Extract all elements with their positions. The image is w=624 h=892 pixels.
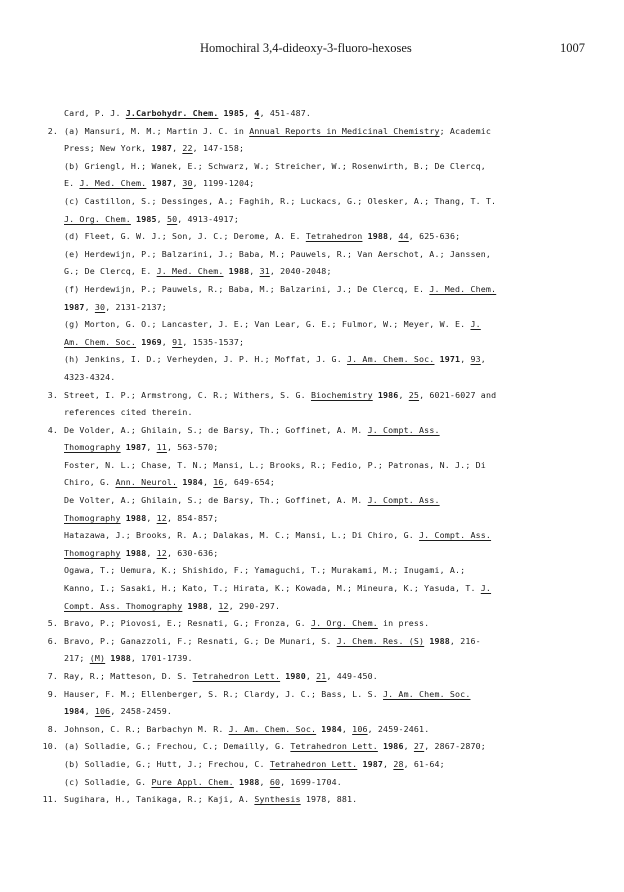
reference-number: 9. <box>47 688 58 699</box>
reference-line <box>36 598 596 616</box>
citation-text: , <box>398 389 409 400</box>
citation-text: , 61-64; <box>403 758 445 769</box>
reference-text <box>64 105 311 123</box>
reference-line <box>36 246 596 264</box>
reference-line <box>36 439 596 457</box>
citation-text: (e) Herdewijn, P.; Balzarini, J.; Baba, M.; Pauwels, R.; Van Aerschot, A.; Janssen, <box>64 248 492 259</box>
citation-year: 1984 <box>64 706 85 717</box>
journal-citation: 93 <box>470 354 481 365</box>
journal-citation: (M) <box>89 653 106 664</box>
citation-text: , 2131-2137; <box>105 301 167 312</box>
citation-text: (h) Jenkins, I. D.; Verheyden, J. P. H.; Moffat, J. G. <box>64 354 347 365</box>
citation-year: 1988 <box>367 231 389 242</box>
journal-citation: J. <box>480 583 492 594</box>
citation-text: Ray, R.; Matteson, D. S. <box>64 671 193 681</box>
journal-citation: Compt. Ass. Thomography <box>64 600 183 611</box>
reference-text <box>64 703 172 721</box>
reference-text <box>64 316 481 334</box>
citation-text: 1978, 881. <box>300 794 358 805</box>
citation-year: 1980 <box>285 671 306 681</box>
reference-line <box>36 387 596 405</box>
citation-text: , 2040-2048; <box>269 266 332 277</box>
citation-text: , 147-158; <box>192 143 245 154</box>
reference-number: 3. <box>47 389 58 400</box>
reference-line <box>36 650 596 668</box>
reference-text <box>64 492 440 510</box>
reference-text <box>64 387 496 405</box>
journal-citation: 30 <box>94 301 106 312</box>
reference-number: 6. <box>47 635 58 646</box>
reference-text <box>64 527 491 545</box>
reference-text <box>64 334 244 352</box>
journal-citation: 31 <box>259 266 270 277</box>
citation-text: , 449-450. <box>326 671 378 681</box>
reference-line <box>36 316 596 334</box>
reference-text <box>64 175 254 193</box>
citation-text: , <box>244 108 255 118</box>
reference-text <box>64 686 470 704</box>
citation-year: 1985 <box>223 108 245 118</box>
citation-text: ; Academic <box>439 125 492 136</box>
journal-citation: J. Org. Chem. <box>64 213 131 224</box>
citation-text: E. <box>64 178 80 189</box>
reference-line <box>36 369 596 387</box>
reference-line <box>36 721 596 739</box>
journal-citation: 91 <box>172 336 183 347</box>
reference-text <box>64 404 193 422</box>
journal-citation: Ann. Neurol. <box>115 477 178 488</box>
citation-text: (a) Mansuri, M. M.; Martin J. C. in <box>64 125 250 136</box>
reference-text <box>64 650 193 668</box>
reference-text <box>64 158 486 176</box>
running-title: Homochiral 3,4-dideoxy-3-fluoro-hexoses <box>200 41 412 55</box>
journal-citation: 12 <box>156 547 167 558</box>
citation-text: , 290-297. <box>228 600 281 611</box>
citation-text: , <box>161 336 173 347</box>
citation-year: 1987 <box>362 758 384 769</box>
journal-citation: Tetrahedron Lett. <box>290 741 378 752</box>
reference-line <box>36 351 596 369</box>
citation-year: 1988 <box>125 512 147 523</box>
reference-text <box>64 123 491 141</box>
journal-citation: 22 <box>182 143 193 154</box>
reference-line <box>36 527 596 545</box>
citation-text: , <box>403 741 414 752</box>
citation-text: , <box>172 178 183 189</box>
reference-line <box>36 404 596 422</box>
citation-text: , <box>341 723 353 734</box>
citation-text: , 216- <box>449 635 481 646</box>
reference-line <box>36 738 596 756</box>
reference-line <box>36 633 596 651</box>
journal-citation: J. Compt. Ass. <box>367 495 440 506</box>
reference-line <box>36 334 596 352</box>
citation-year: 1984 <box>321 723 342 734</box>
citation-text: , <box>202 477 214 488</box>
citation-text: , 1699-1704. <box>280 776 342 787</box>
reference-text <box>64 140 244 158</box>
journal-citation: J. Org. Chem. <box>310 618 378 629</box>
journal-citation: 50 <box>166 213 178 224</box>
journal-citation: J. Compt. Ass. <box>367 424 440 435</box>
citation-text: (b) Solladie, G.; Hutt, J.; Frechou, C. <box>64 758 270 769</box>
citation-year: 1988 <box>125 547 147 558</box>
reference-line <box>36 580 596 598</box>
citation-year: 1984 <box>182 477 203 488</box>
reference-text <box>64 299 167 317</box>
citation-text: Hatazawa, J.; Brooks, R. A.; Dalakas, M. C.; Mansi, L.; Di Chiro, G. <box>64 530 420 541</box>
journal-citation: J. Compt. Ass. <box>419 530 492 541</box>
citation-text: , 625-636; <box>408 231 461 242</box>
citation-text: (d) Fleet, G. W. J.; Son, J. C.; Derome, A. E. <box>64 231 306 242</box>
reference-line <box>36 492 596 510</box>
journal-citation: 4 <box>254 108 260 118</box>
citation-text: Ogawa, T.; Uemura, K.; Shishido, F.; Yamaguchi, T.; Murakami, M.; Inugami, A.; <box>64 565 466 576</box>
citation-text: Press; New York, <box>64 143 152 154</box>
citation-text: Street, I. P.; Armstrong, C. R.; Withers, S. G. <box>64 389 311 400</box>
journal-citation: 11 <box>156 442 167 453</box>
reference-number: 8. <box>47 723 58 734</box>
reference-text <box>64 439 218 457</box>
reference-line <box>36 158 596 176</box>
reference-line <box>36 668 596 686</box>
citation-text: 4323-4324. <box>64 371 116 382</box>
reference-text <box>64 351 486 369</box>
citation-text: Sugihara, H., Tanikaga, R.; Kaji, A. <box>64 794 255 805</box>
citation-text: , <box>259 776 270 787</box>
citation-year: 1987 <box>64 301 85 312</box>
reference-line <box>36 686 596 704</box>
journal-citation: 44 <box>398 231 409 242</box>
reference-list <box>36 105 596 809</box>
journal-citation: Biochemistry <box>310 389 373 400</box>
journal-citation: 106 <box>352 723 368 734</box>
citation-year: 1988 <box>110 653 131 664</box>
citation-text: , <box>172 143 183 154</box>
journal-citation: Thomography <box>64 512 121 523</box>
journal-citation: J.Carbohydr. Chem. <box>125 108 219 118</box>
journal-citation: J. Chem. Res. (S) <box>336 635 425 646</box>
reference-line <box>36 175 596 193</box>
citation-text: 217; <box>64 653 90 664</box>
journal-citation: 106 <box>94 706 111 717</box>
reference-line <box>36 510 596 528</box>
journal-citation: J. Med. Chem. <box>156 266 224 277</box>
page-number: 1007 <box>560 41 585 55</box>
reference-text <box>64 457 486 475</box>
citation-text: , 649-654; <box>223 477 275 488</box>
reference-number: 4. <box>47 424 58 435</box>
reference-line <box>36 774 596 792</box>
journal-citation: Synthesis <box>254 794 301 805</box>
journal-citation: J. Med. Chem. <box>79 178 147 189</box>
citation-text: , <box>460 354 471 365</box>
reference-line <box>36 562 596 580</box>
citation-text: , 2458-2459. <box>110 706 173 717</box>
journal-citation: Thomography <box>64 547 121 558</box>
citation-text: (c) Solladie, G. <box>64 776 152 787</box>
reference-number: 10. <box>42 741 58 752</box>
reference-text <box>64 668 378 686</box>
journal-citation: 12 <box>156 512 167 523</box>
citation-year: 1988 <box>429 635 450 646</box>
journal-citation: 12 <box>218 600 229 611</box>
reference-number: 2. <box>47 125 58 136</box>
journal-citation: 21 <box>316 671 327 681</box>
journal-citation: Tetrahedron <box>305 231 363 242</box>
journal-citation: J. <box>470 319 481 330</box>
reference-text <box>64 422 440 440</box>
citation-text: , <box>84 706 95 717</box>
reference-line <box>36 756 596 774</box>
running-header <box>0 41 624 57</box>
reference-line <box>36 123 596 141</box>
citation-year: 1985 <box>136 213 157 224</box>
reference-line <box>36 263 596 281</box>
journal-citation: 16 <box>213 477 224 488</box>
citation-text: Card, P. J. <box>64 108 126 118</box>
reference-text <box>64 281 496 299</box>
reference-line <box>36 193 596 211</box>
citation-year: 1987 <box>151 143 173 154</box>
reference-line <box>36 545 596 563</box>
citation-text: (c) Castillon, S.; Dessinges, A.; Faghih, R.; Luckacs, G.; Olesker, A.; Thang, T. T. <box>64 195 497 206</box>
citation-text: , 451-487. <box>259 108 312 118</box>
journal-citation: J. Am. Chem. Soc. <box>346 354 435 365</box>
reference-line <box>36 140 596 158</box>
citation-text: G.; De Clercq, E. <box>64 266 157 277</box>
reference-text <box>64 562 465 580</box>
journal-citation: Tetrahedron Lett. <box>269 758 358 769</box>
journal-citation: Annual Reports in Medicinal Chemistry <box>249 125 440 136</box>
citation-text: , <box>84 301 95 312</box>
reference-text <box>64 193 496 211</box>
citation-year: 1988 <box>228 266 250 277</box>
reference-text <box>64 263 332 281</box>
citation-text: , 630-636; <box>166 547 219 558</box>
journal-citation: 30 <box>182 178 193 189</box>
journal-citation: 25 <box>408 389 420 400</box>
reference-line <box>36 703 596 721</box>
reference-text <box>64 510 218 528</box>
citation-year: 1988 <box>238 776 260 787</box>
citation-year: 1986 <box>377 389 399 400</box>
citation-year: 1971 <box>439 354 461 365</box>
reference-line <box>36 615 596 633</box>
citation-text: Kanno, I.; Sasaki, H.; Kato, T.; Hirata, K.; Kowada, M.; Mineura, K.; Yasuda, T. <box>64 583 481 594</box>
reference-text <box>64 721 429 739</box>
reference-text <box>64 545 218 563</box>
reference-line <box>36 105 596 123</box>
journal-citation: Am. Chem. Soc. <box>64 336 137 347</box>
journal-citation: 28 <box>393 758 404 769</box>
citation-text: , 2867-2870; <box>424 741 486 752</box>
citation-text: , 563-570; <box>166 442 219 453</box>
reference-text <box>64 211 239 229</box>
reference-number: 7. <box>47 671 58 681</box>
citation-text: , <box>146 512 157 523</box>
reference-number: 5. <box>47 618 58 629</box>
reference-line <box>36 281 596 299</box>
reference-text <box>64 774 342 792</box>
reference-line <box>36 299 596 317</box>
citation-year: 1988 <box>187 600 209 611</box>
journal-citation: 60 <box>269 776 281 787</box>
citation-text: , 6021-6027 and <box>419 389 497 400</box>
reference-text <box>64 228 460 246</box>
reference-text <box>64 246 491 264</box>
citation-text: , <box>156 213 167 224</box>
citation-text: , <box>249 266 260 277</box>
citation-year: 1969 <box>141 336 162 347</box>
citation-year: 1987 <box>151 178 173 189</box>
citation-text: , 1535-1537; <box>182 336 245 347</box>
citation-text: , 854-857; <box>166 512 219 523</box>
reference-text <box>64 615 429 633</box>
citation-year: 1987 <box>125 442 147 453</box>
citation-text: , <box>208 600 219 611</box>
citation-text: , 2459-2461. <box>367 723 430 734</box>
reference-text <box>64 756 445 774</box>
citation-text: Hauser, F. M.; Ellenberger, S. R.; Clardy, J. C.; Bass, L. S. <box>64 688 383 699</box>
citation-text: , 1199-1204; <box>192 178 255 189</box>
citation-text: Chiro, G. <box>64 477 116 488</box>
citation-text: , <box>305 671 317 681</box>
reference-line <box>36 422 596 440</box>
reference-text <box>64 633 481 651</box>
citation-text: De Volter, A.; Ghilain, S.; de Barsy, Th.; Goffinet, A. M. <box>64 495 368 506</box>
citation-text: in press. <box>377 618 430 629</box>
reference-line <box>36 791 596 809</box>
citation-text: , <box>383 758 394 769</box>
reference-text <box>64 474 275 492</box>
reference-text <box>64 598 280 616</box>
citation-text: , <box>480 354 486 365</box>
citation-text: (b) Griengl, H.; Wanek, E.; Schwarz, W.; Streicher, W.; Rosenwirth, B.; De Clercq, <box>64 160 486 171</box>
citation-text: , <box>146 547 157 558</box>
citation-text: Johnson, C. R.; Barbachyn M. R. <box>64 723 229 734</box>
reference-line <box>36 474 596 492</box>
citation-text: , <box>388 231 399 242</box>
citation-year: 1986 <box>383 741 404 752</box>
journal-citation: Pure Appl. Chem. <box>151 776 234 787</box>
citation-text: Bravo, P.; Piovosi, E.; Resnati, G.; Fronza, G. <box>64 618 311 629</box>
citation-text: , 1701-1739. <box>130 653 193 664</box>
reference-line <box>36 228 596 246</box>
citation-text: (a) Solladie, G.; Frechou, C.; Demailly, G. <box>64 741 291 752</box>
journal-citation: J. Am. Chem. Soc. <box>383 688 471 699</box>
journal-citation: Tetrahedron Lett. <box>192 671 281 681</box>
journal-citation: J. Am. Chem. Soc. <box>228 723 317 734</box>
reference-text <box>64 738 486 756</box>
journal-citation: J. Med. Chem. <box>429 283 497 294</box>
citation-text: references cited therein. <box>64 407 193 418</box>
journal-citation: 27 <box>413 741 425 752</box>
reference-line <box>36 211 596 229</box>
reference-line <box>36 457 596 475</box>
reference-text <box>64 580 491 598</box>
journal-citation: Thomography <box>64 442 121 453</box>
reference-text <box>64 369 115 387</box>
reference-number: 11. <box>42 794 58 805</box>
citation-text: , 4913-4917; <box>177 213 239 224</box>
citation-text: De Volder, A.; Ghilain, S.; de Barsy, Th.; Goffinet, A. M. <box>64 424 368 435</box>
citation-text: Bravo, P.; Ganazzoli, F.; Resnati, G.; De Munari, S. <box>64 635 337 646</box>
citation-text: Foster, N. L.; Chase, T. N.; Mansi, L.; Brooks, R.; Fedio, P.; Patronas, N. J.; Di <box>64 459 486 470</box>
citation-text: (f) Herdewijn, P.; Pauwels, R.; Baba, M.; Balzarini, J.; De Clercq, E. <box>64 283 430 294</box>
citation-text: (g) Morton, G. O.; Lancaster, J. E.; Van Lear, G. E.; Fulmor, W.; Meyer, W. E. <box>64 319 471 330</box>
reference-text <box>64 791 357 809</box>
citation-text: , <box>146 442 157 453</box>
